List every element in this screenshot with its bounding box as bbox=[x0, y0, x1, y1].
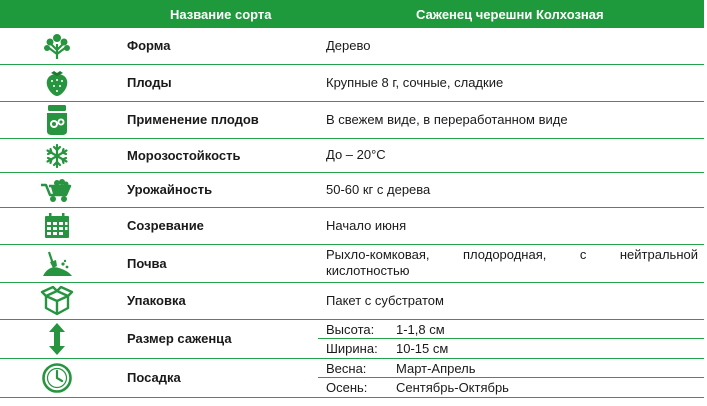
row-label: Морозостойкость bbox=[127, 148, 241, 163]
row-value: Начало июня bbox=[326, 218, 407, 233]
table-row-fruits bbox=[0, 65, 704, 102]
row-value: 50-60 кг с дерева bbox=[326, 182, 431, 197]
row-label: Форма bbox=[127, 38, 171, 53]
row-label: Плоды bbox=[127, 75, 172, 90]
row-label: Посадка bbox=[127, 370, 181, 385]
value-word: Рыхло-комковая, bbox=[326, 247, 430, 262]
planting-spring-key: Весна: bbox=[326, 361, 367, 376]
planting-autumn-subrow bbox=[318, 378, 704, 396]
jam-jar-icon bbox=[37, 103, 77, 137]
value-word: плодородная, bbox=[463, 247, 547, 262]
row-label: Урожайность bbox=[127, 182, 213, 197]
table-row-soil bbox=[0, 245, 704, 283]
table-row-size bbox=[0, 320, 704, 359]
row-value: В свежем виде, в переработанном виде bbox=[326, 112, 568, 127]
row-value: Пакет с субстратом bbox=[326, 293, 444, 308]
planting-spring-subrow bbox=[318, 359, 704, 378]
soil-shovel-icon bbox=[37, 248, 77, 279]
vertical-arrows-icon bbox=[37, 322, 77, 356]
row-label: Размер саженца bbox=[127, 331, 232, 346]
size-height-subrow bbox=[318, 320, 704, 339]
size-width-value: 10-15 см bbox=[396, 341, 449, 356]
table-row-frost bbox=[0, 139, 704, 173]
row-value bbox=[326, 247, 698, 279]
row-value: Дерево bbox=[326, 38, 371, 53]
clock-icon bbox=[37, 361, 77, 395]
table-row-usage bbox=[0, 102, 704, 139]
value-line-2: кислотностью bbox=[326, 263, 410, 278]
row-value: Крупные 8 г, сочные, сладкие bbox=[326, 75, 504, 90]
row-label: Применение плодов bbox=[127, 112, 259, 127]
value-word: нейтральной bbox=[619, 247, 698, 262]
header-product-name: Саженец черешни Колхозная bbox=[416, 7, 604, 22]
table-row-yield bbox=[0, 173, 704, 208]
row-label: Созревание bbox=[127, 218, 204, 233]
table-header bbox=[0, 0, 704, 28]
box-icon bbox=[37, 285, 77, 317]
size-width-key: Ширина: bbox=[326, 341, 378, 356]
header-variety-name: Название сорта bbox=[170, 7, 272, 22]
table-row-planting bbox=[0, 359, 704, 398]
planting-autumn-key: Осень: bbox=[326, 380, 368, 395]
value-line-1 bbox=[326, 247, 698, 263]
table-row-packaging bbox=[0, 283, 704, 320]
calendar-icon bbox=[37, 211, 77, 241]
size-height-value: 1-1,8 см bbox=[396, 322, 445, 337]
snowflake-icon bbox=[37, 142, 77, 169]
tree-icon bbox=[37, 31, 77, 61]
value-word: с bbox=[579, 247, 587, 262]
row-label: Почва bbox=[127, 256, 167, 271]
planting-autumn-value: Сентябрь-Октябрь bbox=[396, 380, 509, 395]
table-row-form bbox=[0, 28, 704, 65]
planting-spring-value: Март-Апрель bbox=[396, 361, 476, 376]
row-value: До – 20°С bbox=[326, 147, 386, 162]
size-height-key: Высота: bbox=[326, 322, 375, 337]
strawberry-icon bbox=[37, 68, 77, 98]
size-width-subrow bbox=[318, 339, 704, 357]
wheelbarrow-icon bbox=[37, 176, 77, 204]
row-label: Упаковка bbox=[127, 293, 186, 308]
table-row-ripening bbox=[0, 208, 704, 245]
